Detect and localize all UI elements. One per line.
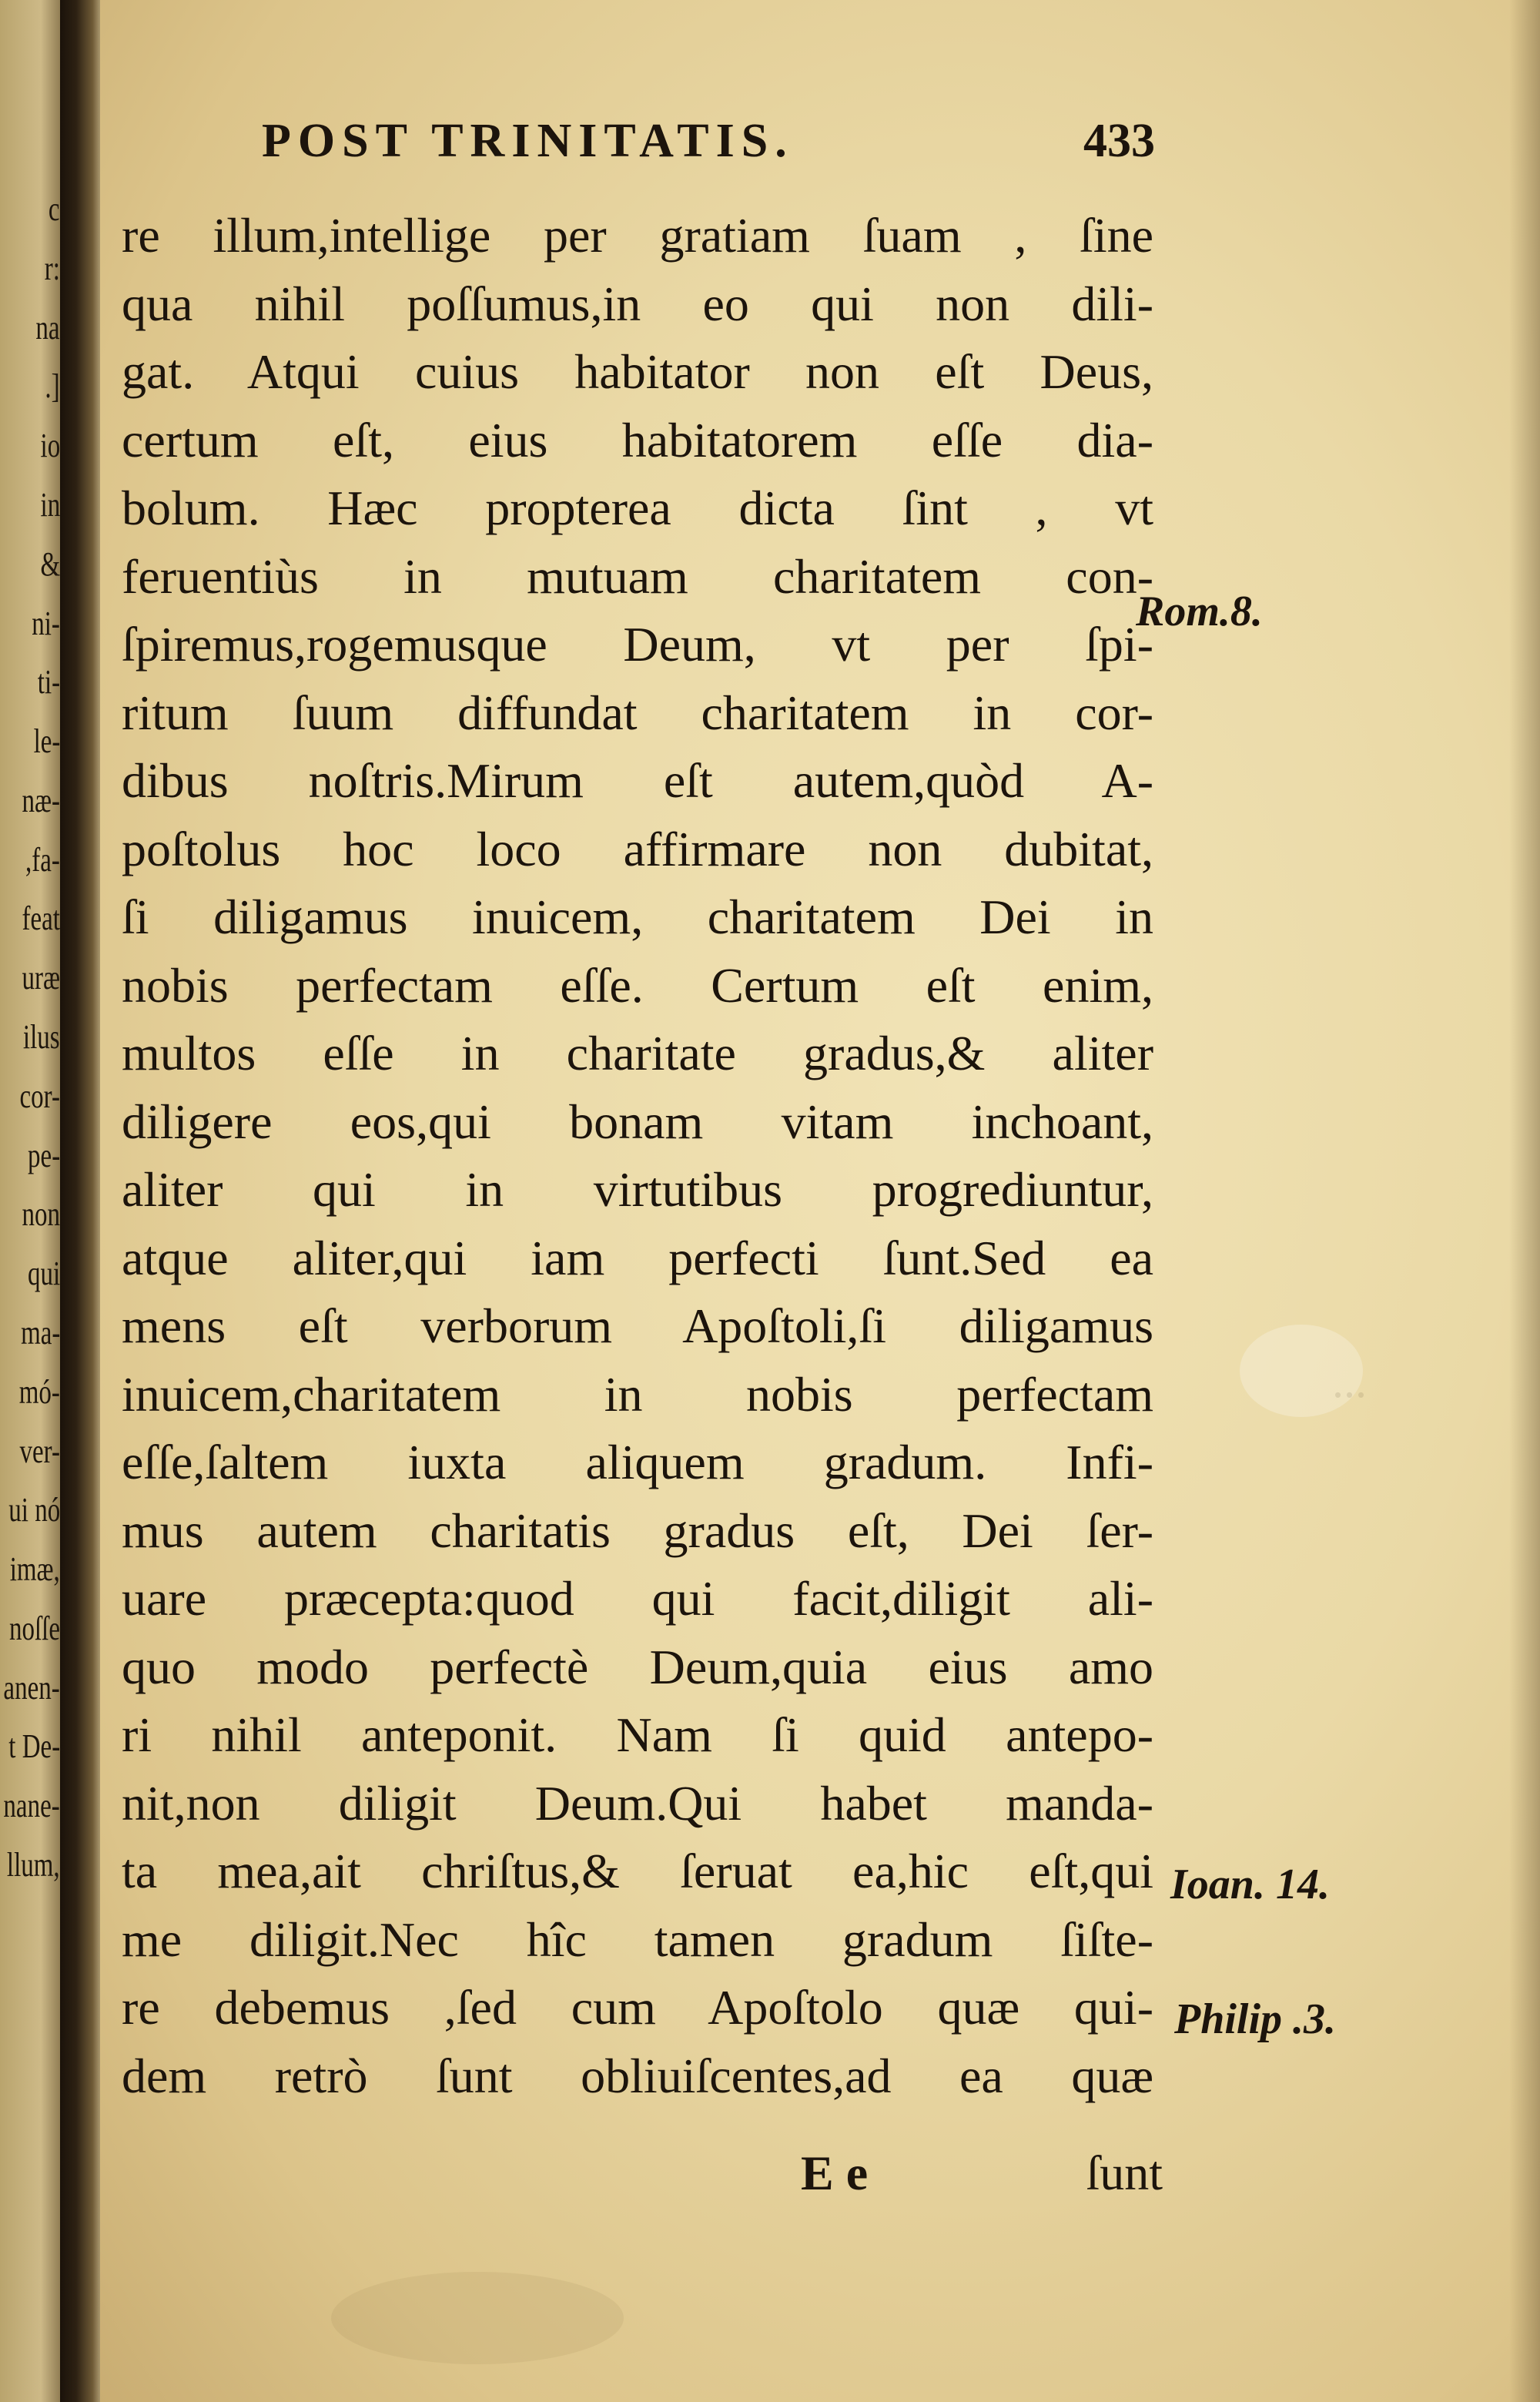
catchword-line: [801, 2142, 1163, 2204]
text-line: atque aliter,qui iam perfecti ſunt.Sed ea: [122, 1230, 1153, 1285]
facing-page-fragment: pe-: [27, 1137, 60, 1174]
text-line: poſtolus hoc loco affirmare non dubitat,: [122, 821, 1153, 876]
facing-page-fragment: ni-: [32, 605, 60, 642]
facing-page-fragment: nane-: [3, 1787, 60, 1824]
text-line: certum eſt, eius habitatorem eſſe dia-: [122, 412, 1153, 467]
text-line: diligere eos,qui bonam vitam inchoant,: [122, 1094, 1153, 1149]
facing-page-fragment: anen-: [3, 1669, 60, 1707]
facing-page-fragment: ui nó: [8, 1491, 60, 1529]
show-through-text: ...: [1332, 1356, 1367, 1407]
facing-page-fragment: ,fa-: [25, 841, 60, 879]
marginal-note-ioan: Ioan. 14.: [1170, 1861, 1330, 1908]
facing-page-fragment: uræ: [22, 959, 60, 997]
text-line: dem retrò ſunt obliuiſcentes,ad ea quæ: [122, 2048, 1153, 2103]
running-head-title: POST TRINITATIS.: [262, 115, 794, 167]
facing-page: [0, 0, 68, 2402]
marginal-note-philip: Philip .3.: [1174, 1995, 1337, 2043]
text-line: mus autem charitatis gradus eſt, Dei ſer-: [122, 1503, 1153, 1558]
text-line: inuicem,charitatem in nobis perfectam: [122, 1366, 1153, 1422]
facing-page-fragment: qui: [27, 1255, 60, 1292]
text-line: mens eſt verborum Apoſtoli,ſi diligamus: [122, 1298, 1153, 1353]
running-head: [262, 114, 1155, 183]
text-line: ta mea,ait chriſtus,& ſeruat ea,hic eſt,qui: [122, 1844, 1153, 1898]
text-line: aliter qui in virtutibus progrediuntur,: [122, 1162, 1153, 1217]
facing-page-fragment: feat: [22, 899, 60, 937]
facing-page-fragment: mó-: [18, 1373, 60, 1411]
facing-page-fragment: c: [49, 190, 60, 228]
facing-page-fragment: .]: [45, 367, 60, 405]
text-line: dibus noſtris.Mirum eſt autem,quòd A-: [122, 753, 1153, 808]
facing-page-fragment: na: [35, 309, 60, 347]
text-line: bolum. Hæc propterea dicta ſint , vt: [122, 481, 1153, 535]
facing-page-fragment: næ-: [22, 782, 60, 819]
facing-page-fragment: ilus: [23, 1018, 60, 1056]
text-line: ſpiremus,rogemusque Deum, vt per ſpi-: [122, 617, 1153, 672]
facing-page-fragment: imæ,: [9, 1550, 60, 1588]
catchword: ſunt: [1086, 2146, 1163, 2200]
text-line: eſſe,ſaltem iuxta aliquem gradum. Infi-: [122, 1435, 1153, 1489]
text-line: me diligit.Nec hîc tamen gradum ſiſte-: [122, 1911, 1153, 1967]
facing-page-fragment: ma-: [20, 1314, 60, 1352]
facing-page-fragment: noſſe: [9, 1610, 60, 1647]
facing-page-fragment: io: [40, 427, 60, 464]
book-gutter-shadow: [60, 0, 106, 2402]
facing-page-fragment: ti-: [37, 663, 60, 701]
page-number: 433: [1083, 115, 1155, 167]
text-line: qua nihil poſſumus,in eo qui non dili-: [122, 276, 1153, 331]
text-line: multos eſſe in charitate gradus,& aliter: [122, 1026, 1153, 1080]
text-line: quo modo perfectè Deum,quia eius amo: [122, 1639, 1153, 1694]
text-line: ritum ſuum diffundat charitatem in cor-: [122, 685, 1153, 740]
text-line: re debemus ,ſed cum Apoſtolo quæ qui-: [122, 1980, 1153, 2035]
text-line: nit,non diligit Deum.Qui habet manda-: [122, 1775, 1153, 1831]
text-line: ri nihil anteponit. Nam ſi quid antepo-: [122, 1707, 1153, 1762]
facing-page-fragment: &: [40, 545, 60, 583]
text-line: re illum,intellige per gratiam ſuam , ſine: [122, 208, 1153, 263]
facing-page-fragment: non: [22, 1195, 60, 1233]
text-line: ſi diligamus inuicem, charitatem Dei in: [122, 889, 1153, 944]
facing-page-fragment: ver-: [19, 1432, 60, 1470]
facing-page-fragment: cor-: [19, 1077, 60, 1115]
text-line: gat. Atqui cuius habitator non eſt Deus,: [122, 344, 1153, 399]
text-line: nobis perfectam eſſe. Certum eſt enim,: [122, 957, 1153, 1013]
marginal-note-rom: Rom.8.: [1136, 588, 1263, 635]
body-text: [122, 202, 1153, 2110]
text-line: feruentiùs in mutuam charitatem con-: [122, 548, 1153, 604]
facing-page-fragment: in: [40, 486, 60, 524]
facing-page-fragment: le-: [33, 722, 60, 760]
paper-stain: [331, 2272, 624, 2364]
signature-mark: E e: [801, 2146, 869, 2200]
text-line: uare præcepta:quod qui facit,diligit ali-: [122, 1571, 1153, 1626]
page-edge-shadow: [1509, 0, 1540, 2402]
facing-page-fragment: r:: [44, 250, 60, 287]
facing-page-fragment: t De-: [8, 1727, 60, 1765]
facing-page-fragment: llum,: [7, 1846, 60, 1884]
